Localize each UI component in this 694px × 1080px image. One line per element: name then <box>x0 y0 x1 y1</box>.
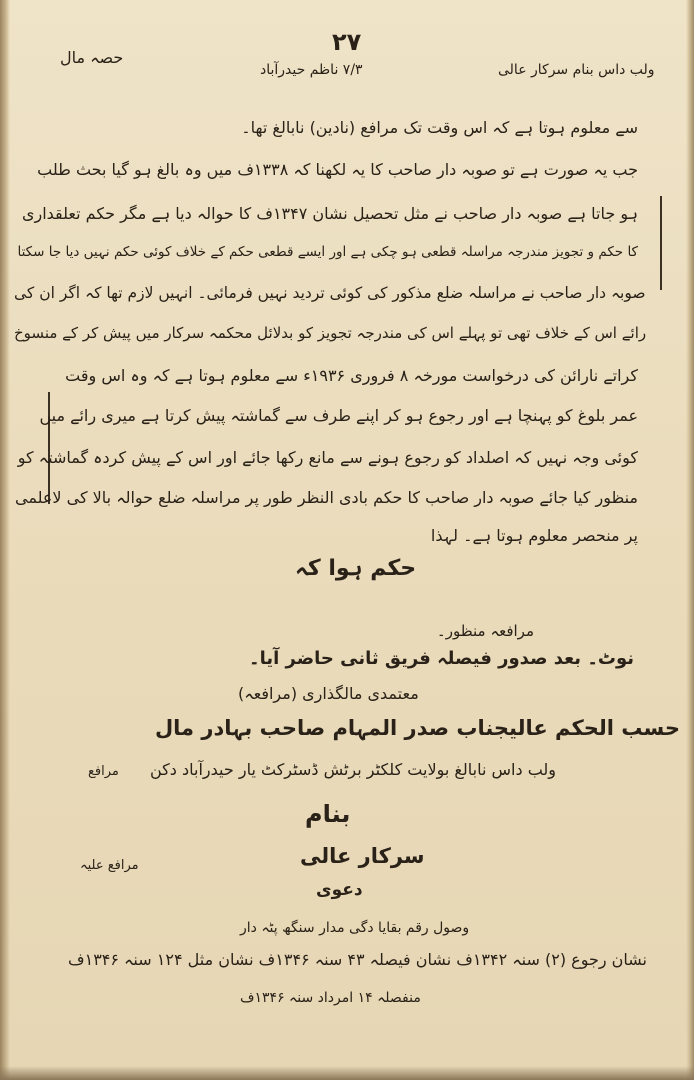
officer-title: معتمدی مالگذاری (مرافعہ) <box>238 684 419 703</box>
body-line: کراتے نارائن کی درخواست مورخہ ۸ فروری ۱۹۳۶ء سے معلوم ہوتا ہے کہ وہ اس وقت <box>65 366 638 385</box>
decision-date: منفصلہ ۱۴ امرداد سنہ ۱۳۴۶ف <box>240 990 421 1006</box>
authority-line: حسب الحکم عالیجناب صدر المہام صاحب بہادر مال <box>154 716 680 740</box>
body-line: ہو جاتا ہے صوبہ دار صاحب نے مثل تحصیل نشان ۱۳۴۷ف کا حوالہ دیا ہے مگر حکم تعلقداری <box>21 204 638 223</box>
respondent-tag: مرافع علیہ <box>80 858 139 873</box>
page-left-edge <box>0 0 10 1080</box>
order-heading: حکم ہوا کہ <box>295 556 417 581</box>
order-note: نوٹ۔ بعد صدور فیصلہ فریق ثانی حاضر آیا۔ <box>249 648 634 669</box>
body-line: صوبہ دار صاحب نے مراسلہ ضلع مذکور کی کوئی تردید نہیں فرمائی۔ انہیں لازم تھا کہ اگر ان کی <box>14 284 646 302</box>
margin-bracket-upper <box>660 196 662 290</box>
body-line: رائے اس کے خلاف تھی تو پہلے اس کی مندرجہ تجویز کو بدلائل محکمہ سرکار میں پیش کر کے منسوخ <box>14 324 647 342</box>
header-section-label: حصہ مال <box>60 48 124 67</box>
body-line: منظور کیا جائے صوبہ دار صاحب کا حکم بادی النظر طور پر مراسلہ ضلع حوالہ بالا کی لاعلمی <box>14 488 638 507</box>
header-case-title: ولب داس بنام سرکار عالی <box>498 62 655 78</box>
order-decree: مرافعہ منظور۔ <box>436 622 534 640</box>
header-office: ۷/۳ ناظم حیدرآباد <box>260 62 363 78</box>
page-number: ۲۷ <box>332 28 362 56</box>
case-numbers: نشان رجوع (۲) سنہ ۱۳۴۲ف نشان فیصلہ ۴۳ سنہ ۱۳۴۶ف نشان مثل ۱۲۴ سنہ ۱۳۴۶ف <box>68 950 648 969</box>
body-line: کا حکم و تجویز مندرجہ مراسلہ قطعی ہو چکی ہے اور ایسے قطعی حکم کے خلاف کوئی حکم نہیں دیا جا سکتا <box>17 244 638 260</box>
appellant-tag: مرافع <box>88 764 119 779</box>
page-bottom-edge <box>0 1066 694 1080</box>
appellant-name: ولب داس نابالغ بولایت کلکٹر برٹش ڈسٹرکٹ یار حیدرآباد دکن <box>150 760 557 779</box>
claim-description: وصول رقم بقایا دگی مدار سنگھ پٹہ دار <box>240 920 470 936</box>
body-line: عمر بلوغ کو پہنچا ہے اور رجوع ہو کر اپنے طرف سے گماشتہ پیش کرتا ہے میری رائے میں <box>39 406 638 425</box>
body-line: سے معلوم ہوتا ہے کہ اس وقت تک مرافع (نادین) نابالغ تھا۔ <box>241 118 638 137</box>
page-right-edge <box>686 0 694 1080</box>
versus-heading: بنام <box>305 800 351 828</box>
claim-heading: دعوی <box>316 880 363 900</box>
respondent-name: سرکار عالی <box>300 844 425 868</box>
body-line: جب یہ صورت ہے تو صوبہ دار صاحب کا یہ لکھنا کہ ۱۳۳۸ف میں وہ بالغ ہو گیا بحث طلب <box>37 160 638 179</box>
body-line: کوئی وجہ نہیں کہ اصلداد کو رجوع ہونے سے مانع رکھا جائے اور اس کے پیش کردہ گماشتہ کو <box>17 448 638 467</box>
body-line: پر منحصر معلوم ہوتا ہے۔ لہذا <box>430 526 638 545</box>
